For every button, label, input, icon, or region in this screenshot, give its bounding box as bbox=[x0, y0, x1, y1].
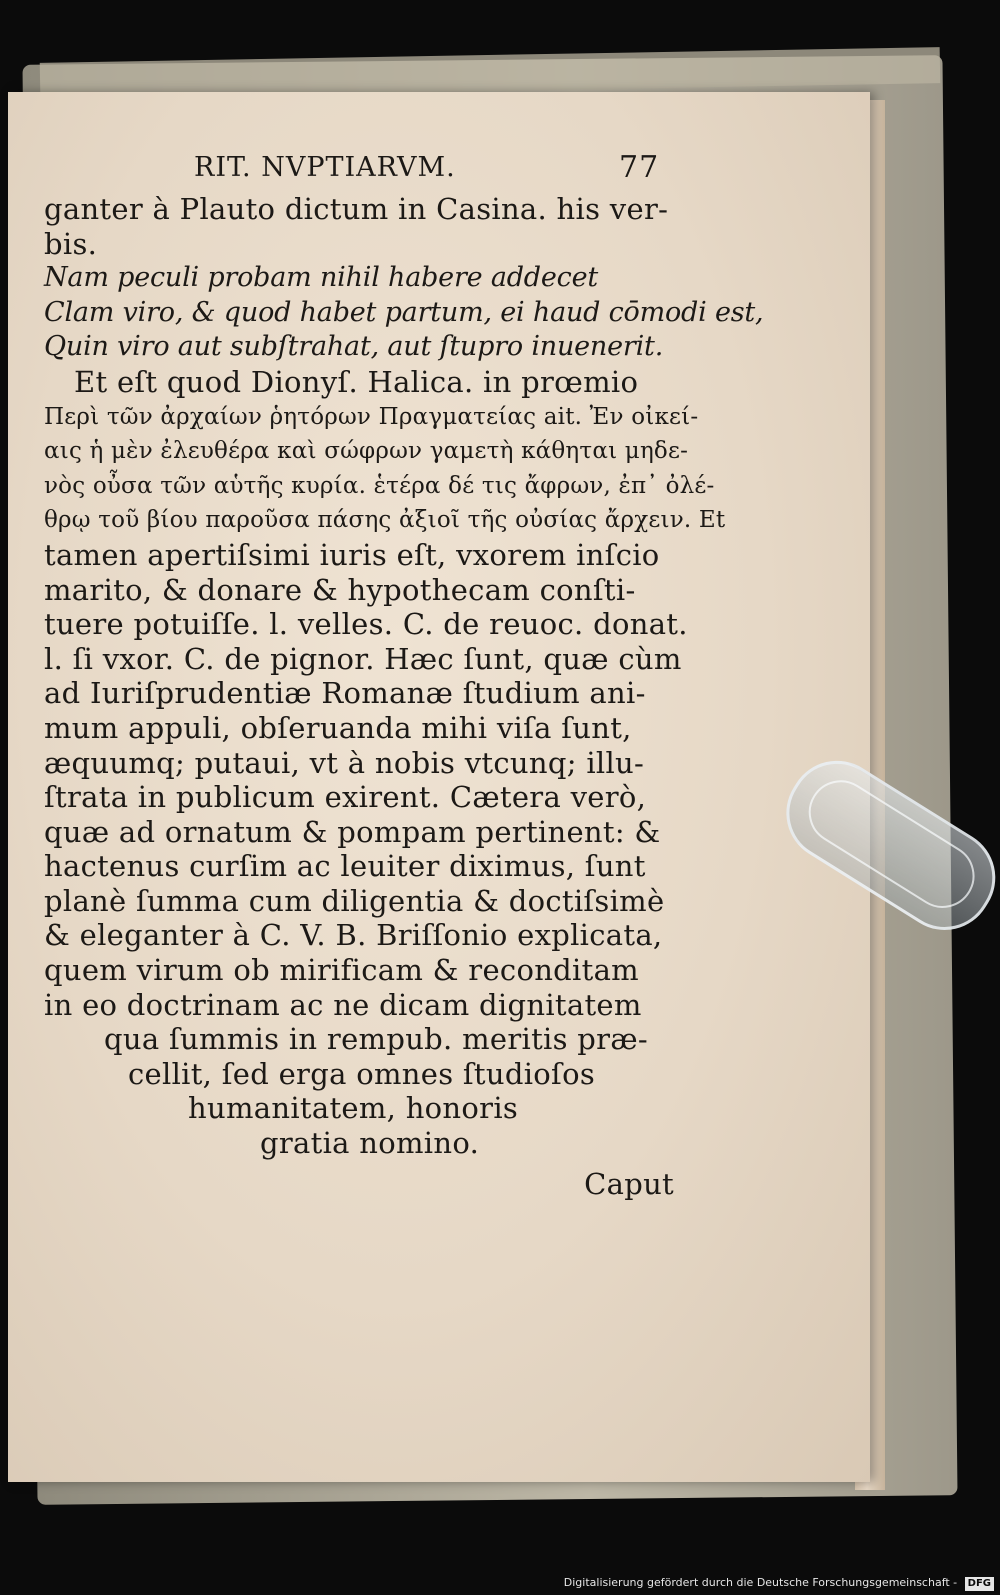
page-header bbox=[44, 146, 684, 192]
background-page-right-edge bbox=[898, 95, 948, 1475]
text-line: qua ſummis in rempub. meritis præ- bbox=[104, 1022, 648, 1057]
text-line: humanitatem, honoris bbox=[188, 1091, 519, 1126]
dfg-logo: DFG bbox=[965, 1577, 994, 1591]
text-line: cellit, ſed erga omnes ſtudioſos bbox=[128, 1056, 596, 1091]
page-text-block bbox=[44, 146, 764, 1201]
text-line: planè ſumma cum diligentia & doctiſsimè bbox=[44, 883, 665, 918]
text-line: & eleganter à C. V. B. Briſſonio explicata, bbox=[44, 918, 663, 953]
text-line: Et eſt quod Dionyſ. Halica. in prœmio bbox=[74, 364, 639, 399]
text-line: ad Iuriſprudentiæ Romanæ ſtudium ani- bbox=[44, 676, 646, 711]
text-line: Nam peculi probam nihil habere addecet bbox=[44, 262, 599, 294]
text-line: gratia nomino. bbox=[260, 1126, 480, 1161]
digitization-footer bbox=[564, 1573, 994, 1593]
text-line: ſtrata in publicum exirent. Cætera verò, bbox=[44, 780, 647, 815]
text-line: tamen apertiſsimi iuris eſt, vxorem inſcio bbox=[44, 537, 660, 572]
text-line: l. ſi vxor. C. de pignor. Hæc ſunt, quæ cùm bbox=[44, 641, 682, 676]
text-line: νὸς οὖσα τῶν αὑτῆς κυρία. ἑτέρα δέ τις ἄφρων, ἐπ᾽ ὀλέ- bbox=[44, 472, 715, 499]
text-line: Περὶ τῶν ἀρχαίων ῥητόρων Πραγματείας ait. Ἐν οἰκεί- bbox=[44, 403, 699, 430]
text-line: θρῳ τοῦ βίου παροῦσα πάσης ἀξιοῖ τῆς οὐσίας ἄρχειν. Et bbox=[44, 507, 726, 534]
text-line: Clam viro, & quod habet partum, ei haud cōmodi est, bbox=[44, 296, 764, 328]
text-line: in eo doctrinam ac ne dicam dignitatem bbox=[44, 987, 642, 1022]
text-line: quæ ad ornatum & pompam pertinent: & bbox=[44, 814, 661, 849]
text-line: bis. bbox=[44, 226, 98, 261]
footer-credit: Digitalisierung gefördert durch die Deutsche Forschungsgemeinschaft - bbox=[563, 1576, 958, 1589]
page-number: 77 bbox=[619, 150, 660, 185]
text-line: ganter à Plauto dictum in Casina. his ver- bbox=[44, 192, 669, 226]
book-page bbox=[8, 92, 870, 1482]
text-line: tuere potuiſſe. l. velles. C. de reuoc. donat. bbox=[44, 607, 688, 642]
text-line: Quin viro aut subſtrahat, aut ſtupro inuenerit. bbox=[44, 331, 664, 363]
running-title: RIT. NVPTIARVM. bbox=[194, 152, 456, 183]
text-line: mum appuli, obſeruanda mihi viſa ſunt, bbox=[44, 710, 632, 745]
body-text bbox=[44, 192, 764, 1161]
text-line: hactenus curſim ac leuiter diximus, ſunt bbox=[44, 849, 646, 884]
text-line: marito, & donare & hypothecam conſti- bbox=[44, 572, 636, 607]
text-line: quem virum ob mirificam & reconditam bbox=[44, 953, 639, 988]
text-line: αις ἡ μὲν ἐλευθέρα καὶ σώφρων γαμετὴ κάθηται μηδε- bbox=[44, 438, 689, 465]
catchword: Caput bbox=[584, 1166, 674, 1201]
text-line: æquumq; putaui, vt à nobis vtcunq; illu- bbox=[44, 745, 645, 780]
